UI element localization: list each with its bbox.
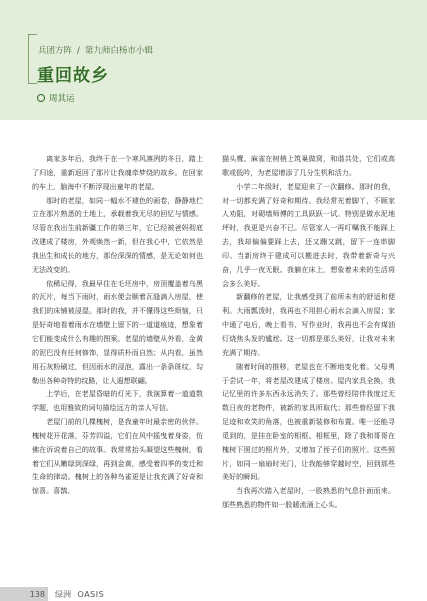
header-bracket — [28, 34, 37, 84]
paragraph-continued: 猫头鹰、麻雀在树梢上筑巢做窝，和谐共处，它们或高歌或低吟，为老屋增添了几分生机和活力。 — [222, 154, 395, 177]
paragraph: 小学二年级时，老屋迎来了一次翻修。那时的我，对一切都充满了好奇和期待。我经常光着脚丫，不顾家人劝阻，对砌墙师傅的工具跃跃一试。特别是做水泥地坪时，我更是兴奋不已。尽管家人一再叮嘱我不能踩上去，我却偏偏要踩上去，还又蹦又跳，留下一连串脚印。当新房终于建成可以搬进去时，我带着新奇与兴奋，几乎一夜无眠。我躺在床上，想象着未来的生活将会多么美好。 — [222, 181, 395, 288]
author-line — [37, 92, 75, 104]
paragraph: 随着时间的推移，老屋也在不断地变化着。父母勇于尝试一年，将老屋改建成了楼房。屋内家具全换，我记忆里的许多东西永远消失了。那些曾经陪伴我度过无数日夜的老物件，被新的家具所取代；那些曾经留下我足迹和欢笑的角落，也被重新装修和布置。唯一还能寻觅到的，是挂在卧室的相框。相框里，除了我和哥哥在槐树下照过的照片外，又增加了侄子们的照片。这些照片，如同一扇扇时光门，让我能够穿越时空，回到那些美好的瞬间。 — [222, 361, 395, 482]
magazine-title: 绿洲 — [55, 590, 71, 599]
left-column — [32, 152, 203, 498]
paragraph: 当我再次踏入老屋时，一股熟悉的气息扑面而来。那些熟悉的物件如一股暖流涌上心头。 — [222, 486, 395, 510]
magazine-name — [55, 589, 104, 600]
paragraph: 离家多年后，我终于在一个寒风凛冽的冬日，踏上了归途，重新返回了那片让我魂牵梦绕的故乡。在回家的车上，脑海中不断浮现出童年的老屋。 — [32, 154, 203, 191]
section-name: 兵团方阵 — [38, 46, 73, 56]
paragraph: 上学后，在老屋昏暗的灯光下，我演算着一道道数学题，也用雅致的词句描绘远方的亲人写信。 — [32, 389, 203, 413]
page-footer — [0, 587, 427, 601]
section-breadcrumb — [38, 44, 153, 56]
paragraph: 依稀记得，我最早住在毛坯房中，房顶覆盖着乌黑的瓦片，每当下雨时，雨水便会顺着瓦缝滴入房屋，使我们的床铺被浸湿。那时的我，并不懂得这些烦恼，只是好奇地看着雨水在墙壁上留下的一道道痕迹，想象着它们能变成什么有趣的图案。老屋的墙壁从外看，金黄的泥巴没有任何修饰，显得质朴而自然；从内看，虽然用石灰粉刷过，但因雨水的浸泡，露出一条条斑纹，勾勒出各种奇特的纹路，让人遐想联翩。 — [32, 278, 203, 385]
author-bullet-icon — [37, 94, 45, 102]
paragraph: 老屋门前的几棵槐树，是我童年时最亲密的伙伴。槐树花开花落，芬芳四溢，它们在风中摇曳着身姿，仿佛在诉说着自己的故事。我常常抬头凝望这些槐树，看着它们从嫩绿到深绿，再到金黄，感受着四季的变迁和生命的律动。槐树上的各种鸟雀更是让我充满了好奇和惊喜。喜鹊、 — [32, 417, 203, 496]
paragraph: 新翻修的老屋，让我感受到了前所未有的舒适和便利。大雨瓢泼时，我再也不用担心雨水会滴入房屋；家中通了电后，晚上看书、写作业时，我再也不会有煤油灯烧焦头发的尴尬。这一切都是那么美好，让我对未来充满了期待。 — [222, 292, 395, 357]
author-name: 周其运 — [49, 94, 75, 104]
paragraph: 那时的老屋，如同一幅水不褪色的画卷，静静地伫立在那片熟悉的土地上，承载着我无尽的回忆与情感。尽管在我出生前新疆工作的第三年，它已经被爸妈彻底改建成了楼房，外观焕然一新，但在我心中，它依然是我出生和成长的地方，那份深深的情感，是无论如何也无法改变的。 — [32, 195, 203, 274]
magazine-title-en: OASIS — [77, 590, 105, 599]
right-column — [222, 152, 395, 512]
page-number: 138 — [0, 587, 48, 601]
article-title: 重回故乡 — [37, 66, 109, 86]
breadcrumb-separator: / — [77, 46, 80, 56]
subsection-name: 第九师白杨市小辑 — [84, 46, 153, 56]
